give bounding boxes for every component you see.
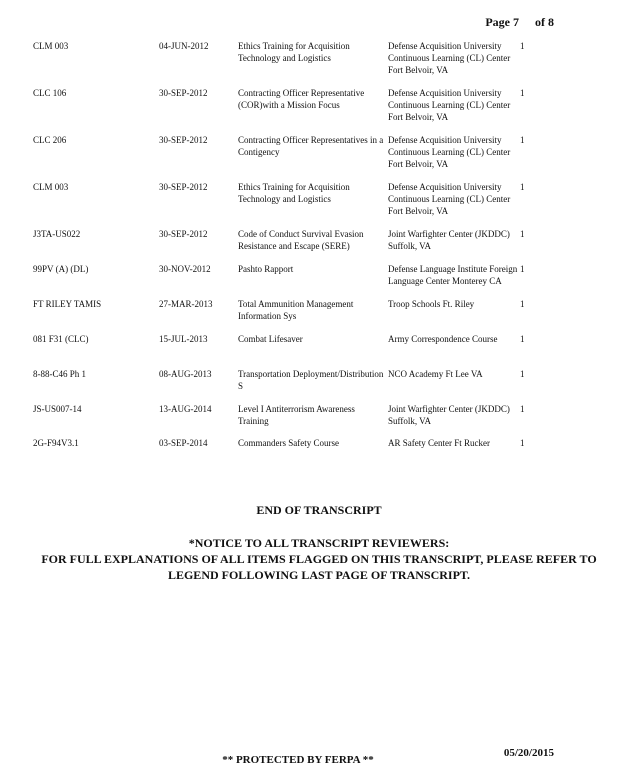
course-school: Defense Acquisition University Continuous Learning (CL) Center Fort Belvoir, VA xyxy=(388,182,511,216)
course-date: 13-AUG-2014 xyxy=(159,404,212,414)
course-school: Defense Acquisition University Continuous Learning (CL) Center Fort Belvoir, VA xyxy=(388,88,511,122)
course-school: Army Correspondence Course xyxy=(388,334,498,344)
course-date: 30-SEP-2012 xyxy=(159,135,208,145)
course-credit: 1 xyxy=(520,438,525,448)
course-credit: 1 xyxy=(520,334,525,344)
course-school: Joint Warfighter Center (JKDDC) Suffolk, VA xyxy=(388,404,510,426)
page-label: Page 7 xyxy=(485,15,519,29)
course-credit: 1 xyxy=(520,229,525,239)
course-date: 30-SEP-2012 xyxy=(159,182,208,192)
course-code: CLC 206 xyxy=(33,135,67,145)
print-date: 05/20/2015 xyxy=(503,747,554,759)
course-credit: 1 xyxy=(520,135,525,145)
course-title: Combat Lifesaver xyxy=(238,334,303,344)
notice-heading: *NOTICE TO ALL TRANSCRIPT REVIEWERS: xyxy=(188,536,450,550)
course-title: Total Ammunition Management Information Sys xyxy=(238,299,354,321)
course-title: Ethics Training for Acquisition Technology and Logistics xyxy=(238,182,350,204)
course-title: Contracting Officer Representative (COR)with a Mission Focus xyxy=(238,88,365,110)
course-credit: 1 xyxy=(520,299,525,309)
course-credit: 1 xyxy=(520,41,525,51)
course-school: Troop Schools Ft. Riley xyxy=(388,299,475,309)
course-credit: 1 xyxy=(520,88,525,98)
course-date: 30-SEP-2012 xyxy=(159,88,208,98)
page-total-label: of 8 xyxy=(535,15,554,29)
course-credit: 1 xyxy=(520,404,525,414)
course-school: Defense Acquisition University Continuous Learning (CL) Center Fort Belvoir, VA xyxy=(388,41,511,75)
course-credit: 1 xyxy=(520,264,525,274)
end-of-transcript-block xyxy=(0,503,638,583)
course-code: JS-US007-14 xyxy=(33,404,82,414)
course-title: Commanders Safety Course xyxy=(238,438,339,448)
course-date: 08-AUG-2013 xyxy=(159,369,212,379)
course-date: 30-NOV-2012 xyxy=(159,264,211,274)
course-title: Pashto Rapport xyxy=(238,264,294,274)
course-code: CLM 003 xyxy=(33,41,69,51)
notice-line: FOR FULL EXPLANATIONS OF ALL ITEMS FLAGGED ON THIS TRANSCRIPT, PLEASE REFER TO xyxy=(41,552,597,566)
course-date: 04-JUN-2012 xyxy=(159,41,209,51)
course-code: FT RILEY TAMIS xyxy=(33,299,102,309)
course-code: CLM 003 xyxy=(33,182,69,192)
course-code: 2G-F94V3.1 xyxy=(33,438,79,448)
ferpa-notice: ** PROTECTED BY FERPA ** xyxy=(222,754,374,766)
course-school: Defense Language Institute Foreign Language Center Monterey CA xyxy=(388,264,518,286)
course-date: 27-MAR-2013 xyxy=(159,299,213,309)
course-date: 03-SEP-2014 xyxy=(159,438,208,448)
course-title: Level I Antiterrorism Awareness Training xyxy=(238,404,355,426)
course-code: CLC 106 xyxy=(33,88,67,98)
page-number xyxy=(485,15,554,30)
course-credit: 1 xyxy=(520,369,525,379)
course-code: 99PV (A) (DL) xyxy=(33,264,89,274)
course-school: Joint Warfighter Center (JKDDC) Suffolk, VA xyxy=(388,229,510,251)
course-date: 30-SEP-2012 xyxy=(159,229,208,239)
notice-line: LEGEND FOLLOWING LAST PAGE OF TRANSCRIPT. xyxy=(167,568,471,582)
course-title: Transportation Deployment/Distribution S xyxy=(238,369,384,391)
end-of-transcript-title: END OF TRANSCRIPT xyxy=(256,503,382,517)
course-code: 8-88-C46 Ph 1 xyxy=(33,369,87,379)
course-code: J3TA-US022 xyxy=(33,229,81,239)
course-date: 15-JUL-2013 xyxy=(159,334,208,344)
course-credit: 1 xyxy=(520,182,525,192)
course-code: 081 F31 (CLC) xyxy=(33,334,89,344)
course-school: Defense Acquisition University Continuous Learning (CL) Center Fort Belvoir, VA xyxy=(388,135,511,169)
course-school: AR Safety Center Ft Rucker xyxy=(388,438,490,448)
course-title: Code of Conduct Survival Evasion Resistance and Escape (SERE) xyxy=(238,229,364,251)
course-title: Contracting Officer Representatives in a Contigency xyxy=(238,135,384,157)
course-title: Ethics Training for Acquisition Technology and Logistics xyxy=(238,41,350,63)
course-school: NCO Academy Ft Lee VA xyxy=(388,369,483,379)
